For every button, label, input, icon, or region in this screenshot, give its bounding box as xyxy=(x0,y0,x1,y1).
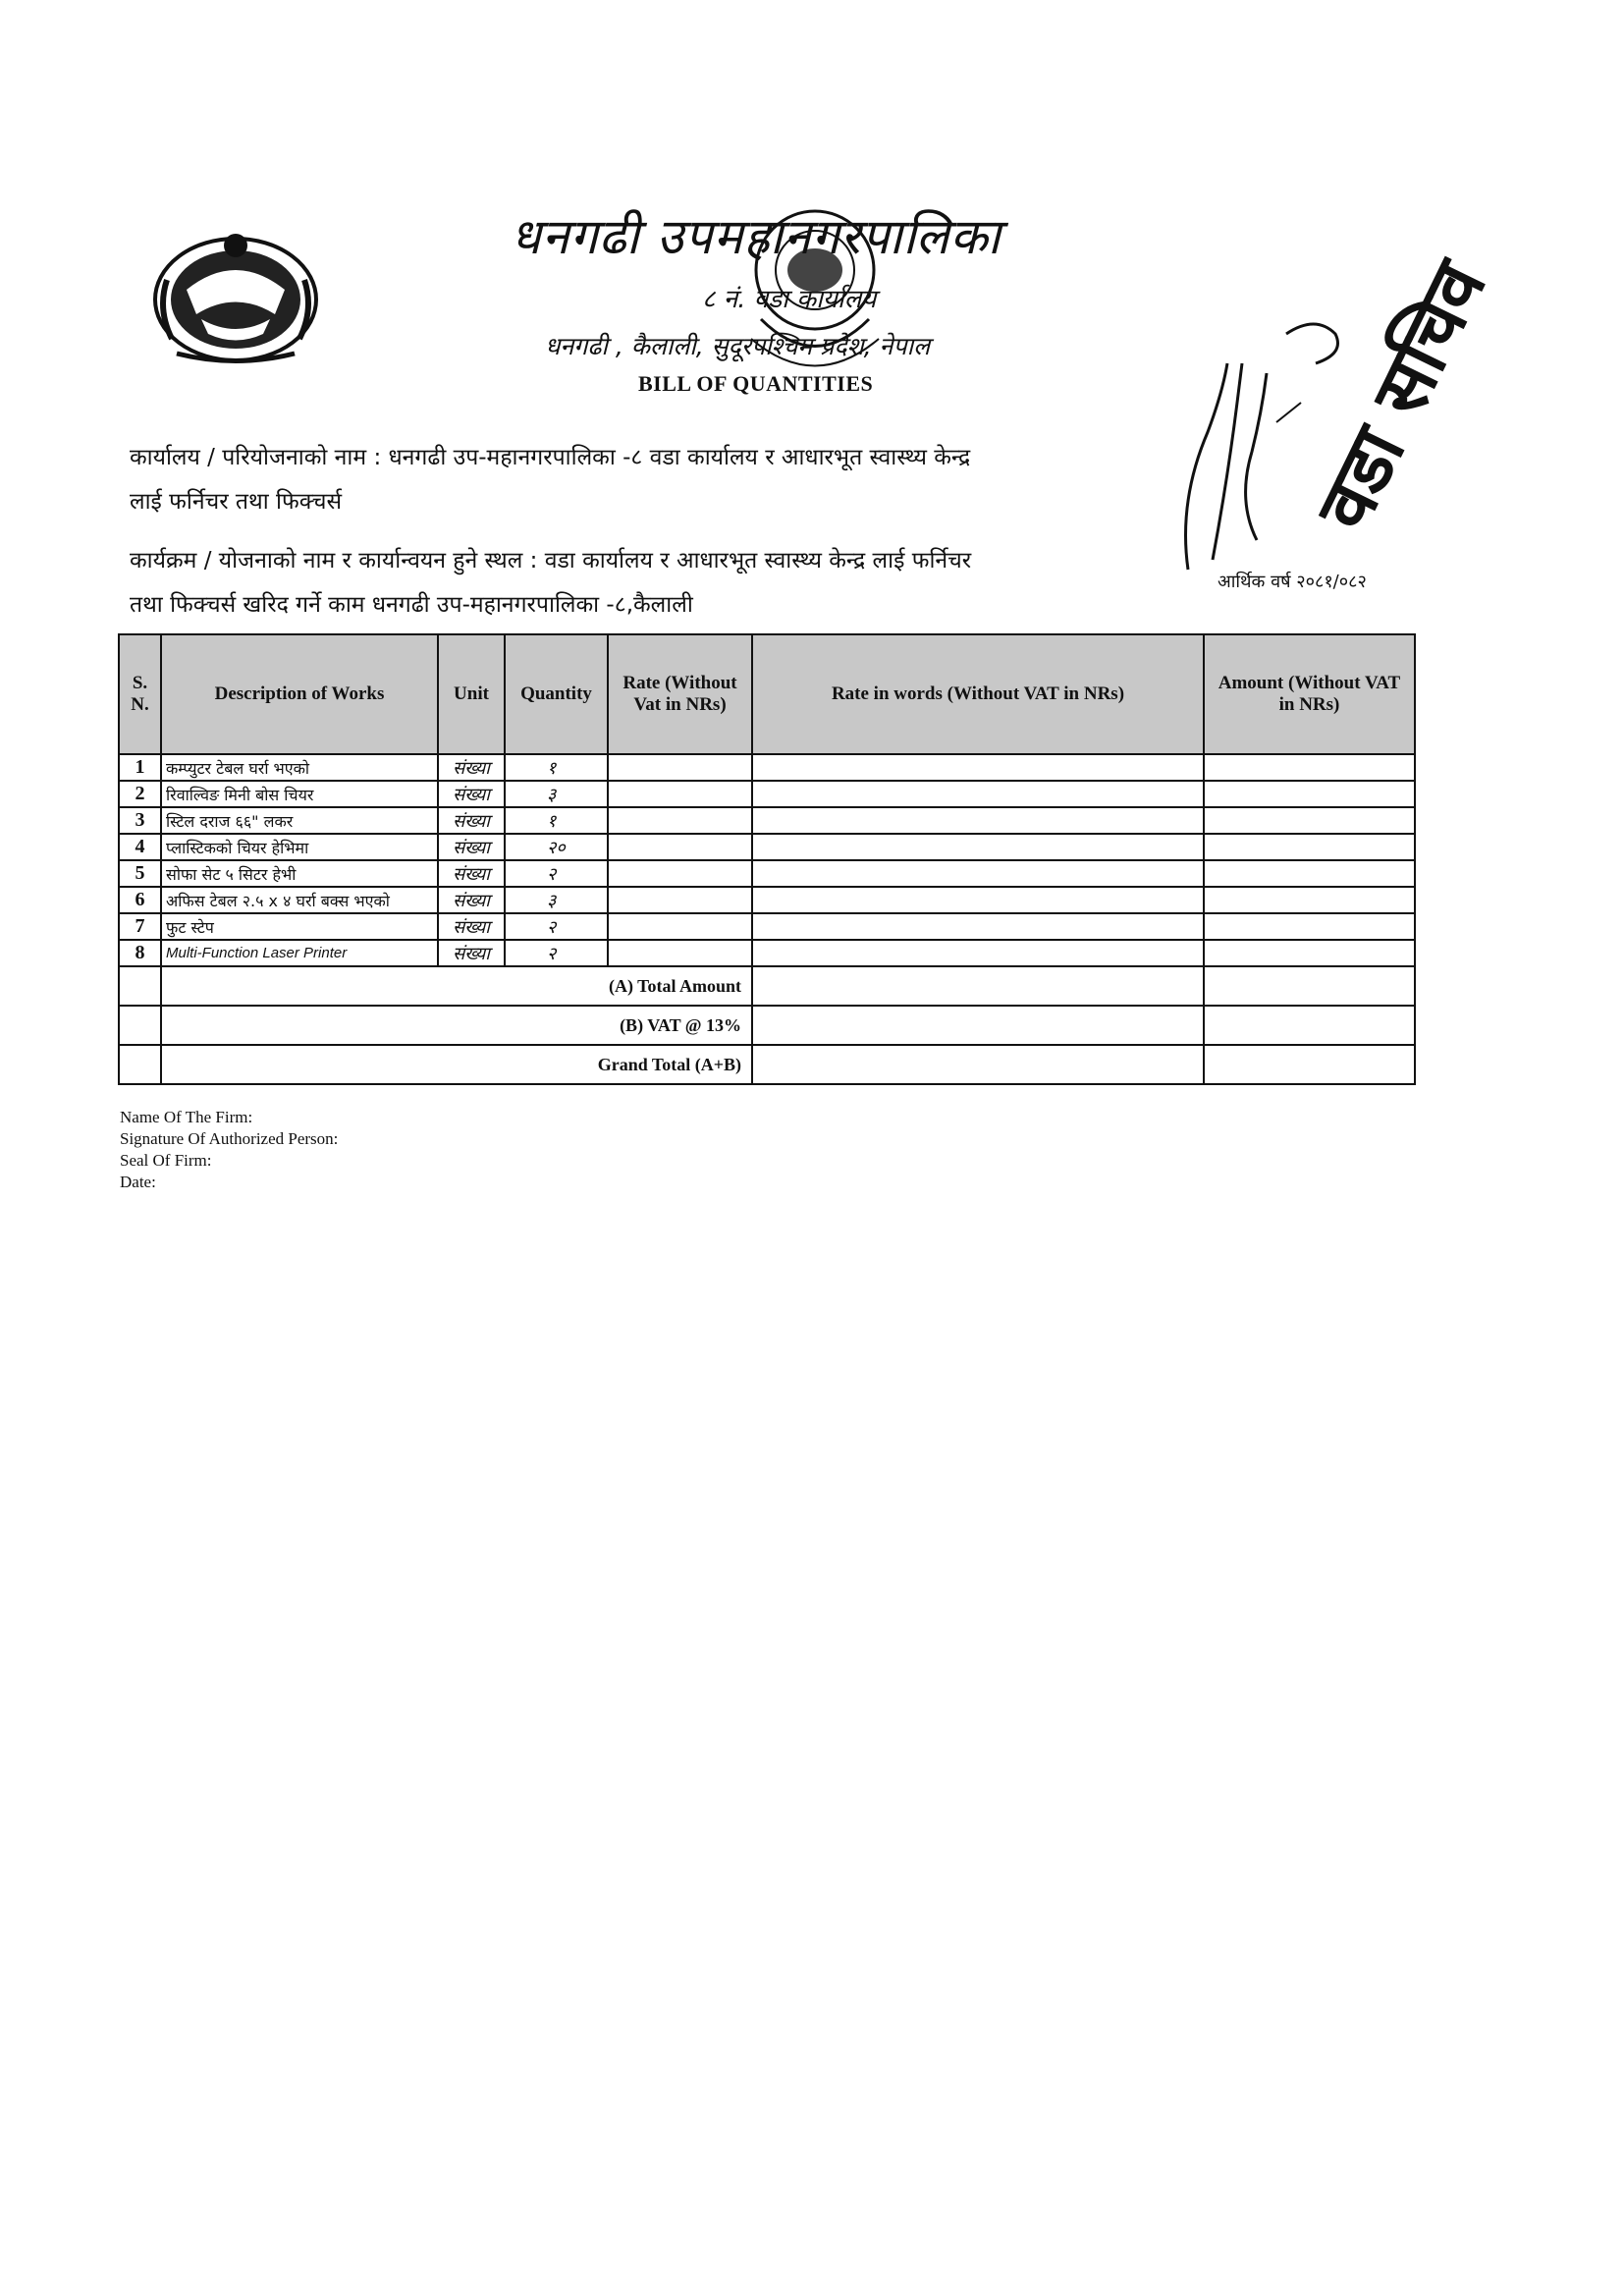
row-rate-cell[interactable] xyxy=(608,887,752,913)
grand-total-words-cell[interactable] xyxy=(752,1045,1204,1084)
row-quantity: ३ xyxy=(505,887,608,913)
row-description: सोफा सेट ५ सिटर हेभी xyxy=(161,860,438,887)
firm-seal-label: Seal Of Firm: xyxy=(120,1151,212,1170)
row-rate-cell[interactable] xyxy=(608,913,752,940)
row-rate-cell[interactable] xyxy=(608,860,752,887)
row-unit: संख्या xyxy=(438,834,505,860)
row-description: फुट स्टेप xyxy=(161,913,438,940)
row-rate-words-cell[interactable] xyxy=(752,860,1204,887)
row-quantity: १ xyxy=(505,807,608,834)
row-unit: संख्या xyxy=(438,754,505,781)
row-unit: संख्या xyxy=(438,913,505,940)
row-rate-words-cell[interactable] xyxy=(752,940,1204,966)
blank-cell xyxy=(119,1006,161,1045)
row-description: रिवाल्विङ मिनी बोस चियर xyxy=(161,781,438,807)
office-address: धनगढी , कैलाली, सुदूरपश्चिम प्रदेश, नेपाल xyxy=(545,332,931,360)
vat-amount-cell[interactable] xyxy=(1204,1006,1415,1045)
total-amount-label: (A) Total Amount xyxy=(161,966,752,1006)
row-amount-cell[interactable] xyxy=(1204,913,1415,940)
row-amount-cell[interactable] xyxy=(1204,807,1415,834)
ward-secretary-stamp xyxy=(1272,247,1503,543)
row-amount-cell[interactable] xyxy=(1204,781,1415,807)
header-amount: Amount (Without VAT in NRs) xyxy=(1204,634,1415,754)
ward-secretary-text: वडा सचिव xyxy=(1299,247,1503,543)
grand-total-label: Grand Total (A+B) xyxy=(161,1045,752,1084)
row-rate-words-cell[interactable] xyxy=(752,887,1204,913)
row-rate-words-cell[interactable] xyxy=(752,781,1204,807)
row-amount-cell[interactable] xyxy=(1204,860,1415,887)
table-row xyxy=(119,754,1415,781)
row-rate-words-cell[interactable] xyxy=(752,913,1204,940)
row-sn: 1 xyxy=(119,754,161,781)
date-label: Date: xyxy=(120,1173,156,1191)
row-rate-cell[interactable] xyxy=(608,781,752,807)
row-sn: 6 xyxy=(119,887,161,913)
bill-of-quantities-table xyxy=(118,633,1416,1085)
firm-name-label: Name Of The Firm: xyxy=(120,1108,253,1126)
table-row xyxy=(119,887,1415,913)
header-rate-words: Rate in words (Without VAT in NRs) xyxy=(752,634,1204,754)
header-sn: S. N. xyxy=(119,634,161,754)
header-description: Description of Works xyxy=(161,634,438,754)
header-rate: Rate (Without Vat in NRs) xyxy=(608,634,752,754)
document-title: BILL OF QUANTITIES xyxy=(638,371,874,396)
office-name-line-2: लाई फर्निचर तथा फिक्चर्स xyxy=(130,489,343,515)
total-amount-words-cell[interactable] xyxy=(752,966,1204,1006)
row-sn: 5 xyxy=(119,860,161,887)
vat-words-cell[interactable] xyxy=(752,1006,1204,1045)
total-amount-cell[interactable] xyxy=(1204,966,1415,1006)
row-quantity: २ xyxy=(505,940,608,966)
row-sn: 3 xyxy=(119,807,161,834)
row-unit: संख्या xyxy=(438,887,505,913)
program-name-line-1: कार्यक्रम / योजनाको नाम र कार्यान्वयन हुने स्थल : वडा कार्यालय र आधारभूत स्वास्थ्य केन्द्र लाई फर्निचर xyxy=(130,548,972,574)
row-amount-cell[interactable] xyxy=(1204,887,1415,913)
office-name-line-1: कार्यालय / परियोजनाको नाम : धनगढी उप-महानगरपालिका -८ वडा कार्यालय र आधारभूत स्वास्थ्य केन्द्र xyxy=(130,445,971,470)
row-description: अफिस टेबल २.५ x ४ घर्रा बक्स भएको xyxy=(161,887,438,913)
row-unit: संख्या xyxy=(438,860,505,887)
row-rate-cell[interactable] xyxy=(608,834,752,860)
header-quantity: Quantity xyxy=(505,634,608,754)
row-quantity: २ xyxy=(505,860,608,887)
row-quantity: १ xyxy=(505,754,608,781)
organization-title: धनगढी उपमहानगरपालिका xyxy=(511,208,1001,265)
table-row xyxy=(119,834,1415,860)
blank-cell xyxy=(119,1045,161,1084)
row-quantity: २ xyxy=(505,913,608,940)
authorized-signature-label: Signature Of Authorized Person: xyxy=(120,1129,339,1148)
row-quantity: ३ xyxy=(505,781,608,807)
row-amount-cell[interactable] xyxy=(1204,754,1415,781)
row-rate-words-cell[interactable] xyxy=(752,754,1204,781)
row-sn: 2 xyxy=(119,781,161,807)
table-header-row xyxy=(119,634,1415,754)
grand-total-row xyxy=(119,1045,1415,1084)
header-unit: Unit xyxy=(438,634,505,754)
row-rate-words-cell[interactable] xyxy=(752,834,1204,860)
row-rate-cell[interactable] xyxy=(608,940,752,966)
row-amount-cell[interactable] xyxy=(1204,940,1415,966)
total-amount-row xyxy=(119,966,1415,1006)
row-sn: 7 xyxy=(119,913,161,940)
row-amount-cell[interactable] xyxy=(1204,834,1415,860)
grand-total-cell[interactable] xyxy=(1204,1045,1415,1084)
row-quantity: २० xyxy=(505,834,608,860)
table-row xyxy=(119,940,1415,966)
row-rate-words-cell[interactable] xyxy=(752,807,1204,834)
row-unit: संख्या xyxy=(438,940,505,966)
row-sn: 4 xyxy=(119,834,161,860)
table-row xyxy=(119,913,1415,940)
row-unit: संख्या xyxy=(438,781,505,807)
row-description: Multi-Function Laser Printer xyxy=(161,940,438,966)
row-rate-cell[interactable] xyxy=(608,754,752,781)
fiscal-year-label: आर्थिक वर्ष २०८१/०८२ xyxy=(1218,572,1367,592)
row-description: कम्प्युटर टेबल घर्रा भएको xyxy=(161,754,438,781)
blank-cell xyxy=(119,966,161,1006)
row-rate-cell[interactable] xyxy=(608,807,752,834)
row-unit: संख्या xyxy=(438,807,505,834)
table-row xyxy=(119,807,1415,834)
vat-label: (B) VAT @ 13% xyxy=(161,1006,752,1045)
vat-row xyxy=(119,1006,1415,1045)
program-name-line-2: तथा फिक्चर्स खरिद गर्ने काम धनगढी उप-महानगरपालिका -८,कैलाली xyxy=(130,592,693,618)
row-description: स्टिल दराज ६६" लकर xyxy=(161,807,438,834)
row-sn: 8 xyxy=(119,940,161,966)
ward-number: ८ नं. वडा कार्यालय xyxy=(702,285,877,314)
table-row xyxy=(119,860,1415,887)
nepal-government-emblem-icon xyxy=(147,221,324,368)
row-description: प्लास्टिकको चियर हेभिमा xyxy=(161,834,438,860)
table-row xyxy=(119,781,1415,807)
